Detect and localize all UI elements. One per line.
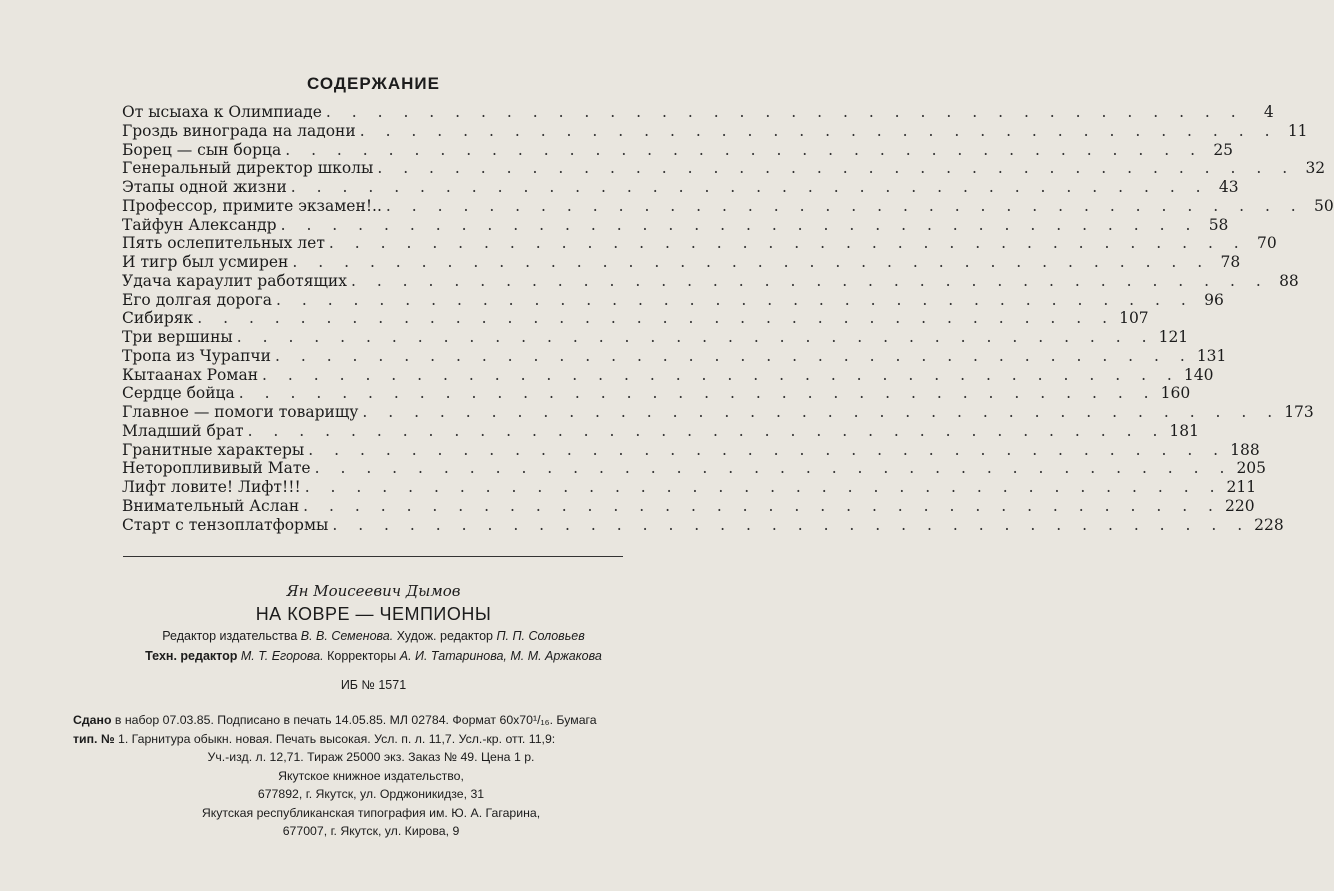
correctors-names: А. И. Татаринова, М. М. Аржакова [399, 649, 602, 663]
toc-entry-title: Тайфун Александр [122, 215, 277, 234]
toc-entry-page: 88 [1279, 271, 1299, 290]
dot-leader: . . . . . . . . . . . . . . . . . . . . . . . . . . . . . . . . . . . . [247, 421, 1166, 440]
toc-entry [122, 365, 1214, 385]
toc-entry [122, 234, 1277, 253]
dot-leader: . . . . . . . . . . . . . . . . . . . . . . . . . . . . . . . . . . . . [385, 196, 1304, 215]
toc-entry-page: 43 [1218, 178, 1239, 196]
toc-entry-page: 121 [1158, 328, 1189, 346]
book-title: НА КОВРЕ — ЧЕМПИОНЫ [255, 604, 492, 624]
toc-entry [122, 515, 1284, 535]
toc-entry-page: 188 [1230, 440, 1260, 459]
toc-entry-page: 25 [1213, 140, 1234, 159]
dot-leader: . . . . . . . . . . . . . . . . . . . . . . . . . . . . . . . . . . . . [308, 440, 1227, 459]
imprint-line-1 [73, 711, 669, 730]
toc-entry-page: 131 [1196, 346, 1227, 365]
tech-editors-line [0, 649, 747, 663]
author-name: Ян Моисеевич Дымов [286, 582, 461, 600]
dot-leader: . . . . . . . . . . . . . . . . . . . . . . . . . . . . . . . . . . . . [238, 384, 1157, 403]
toc-entry-title: Сердце бойца [122, 384, 235, 403]
toc-entry [122, 178, 1239, 197]
toc-entry [122, 309, 1149, 328]
dot-leader: . . . . . . . . . . . . . . . . . . . . . . . . . . . . . . . . . . . . [325, 103, 1244, 121]
toc-entry-title: Генеральный директор школы [122, 159, 374, 178]
toc-entry-title: Его долгая дорога [122, 290, 272, 309]
printer-address: 677007, г. Якутск, ул. Кирова, 9 [282, 824, 460, 838]
publisher-name: Якутское книжное издательство, [278, 768, 464, 783]
toc-entry-page: 4 [1263, 103, 1274, 121]
toc-entry-title: Гроздь винограда на ладони [122, 121, 356, 140]
table-of-contents [122, 103, 1334, 534]
toc-entry-page: 50 [1314, 196, 1334, 215]
dot-leader: . . . . . . . . . . . . . . . . . . . . . . . . . . . . . . . . . . . . [304, 478, 1223, 496]
dot-leader: . . . . . . . . . . . . . . . . . . . . . . . . . . . . . . . . . . . . [362, 403, 1281, 421]
imprint-label-2: тип. № [73, 731, 115, 746]
printer-name: Якутская республиканская типография им. Ю. А. Гагарина, [201, 805, 541, 820]
toc-entry-title: Пять ослепительных лет [122, 234, 325, 253]
toc-entry-title: Нетороплививый Мате [122, 459, 311, 478]
toc-entry-page: 32 [1305, 159, 1326, 178]
publisher-address: 677892, г. Якутск, ул. Орджоникидзе, 31 [257, 787, 485, 801]
dot-leader: . . . . . . . . . . . . . . . . . . . . . . . . . . . . . . . . . . . . [350, 271, 1269, 290]
dot-leader: . . . . . . . . . . . . . . . . . . . . . . . . . . . . . . . . . . . . [280, 215, 1199, 234]
toc-entry [122, 121, 1308, 141]
toc-entry [122, 346, 1227, 366]
toc-entry [122, 478, 1257, 497]
imprint-block [73, 711, 669, 841]
toc-entry [122, 496, 1255, 516]
toc-entry-title: Внимательный Аслан [122, 496, 300, 515]
editors-line [0, 629, 747, 643]
toc-entry-title: Три вершины [122, 328, 233, 346]
toc-entry-page: 173 [1284, 403, 1314, 421]
dot-leader: . . . . . . . . . . . . . . . . . . . . . . . . . . . . . . . . . . . . [275, 290, 1194, 309]
toc-entry-page: 78 [1220, 253, 1241, 271]
toc-entry-page: 181 [1169, 421, 1199, 440]
dot-leader: . . . . . . . . . . . . . . . . . . . . . . . . . . . . . . . . . . . . [377, 159, 1296, 178]
toc-entry-page: 205 [1236, 459, 1267, 478]
toc-entry-page: 58 [1208, 215, 1229, 234]
dot-leader: . . . . . . . . . . . . . . . . . . . . . . . . . . . . . . . . . . . . [274, 346, 1193, 365]
tech-editor-label: Техн. редактор [145, 649, 238, 663]
correctors-label: Корректоры [327, 649, 397, 663]
toc-entry-title: Борец — сын борца [122, 140, 282, 159]
toc-entry-title: Старт с тензоплатформы [122, 515, 329, 534]
toc-entry-title: Младший брат [122, 421, 244, 440]
art-editor-name: П. П. Соловьев [496, 629, 585, 643]
toc-entry [122, 140, 1234, 160]
dot-leader: . . . . . . . . . . . . . . . . . . . . . . . . . . . . . . . . . . . . [290, 178, 1209, 196]
ib-number: ИБ № 1571 [340, 678, 407, 692]
toc-entry-title: От ысыаха к Олимпиаде [122, 103, 322, 121]
toc-entry [122, 440, 1260, 460]
imprint-line-2 [73, 730, 669, 749]
toc-entry [122, 384, 1191, 403]
toc-entry-title: Сибиряк [122, 309, 194, 328]
dot-leader: . . . . . . . . . . . . . . . . . . . . . . . . . . . . . . . . . . . . [292, 253, 1211, 271]
toc-entry-page: 160 [1160, 384, 1191, 403]
editor-label: Редактор издательства [162, 629, 298, 643]
imprint-text-2: 1. Гарнитура обыкн. новая. Печать высокая. Усл. п. л. 11,7. Усл.-кр. отт. 11,9: [117, 731, 556, 746]
toc-entry-title: И тигр был усмирен [122, 253, 289, 271]
toc-entry [122, 421, 1199, 441]
separator-rule [123, 556, 623, 557]
toc-entry [122, 253, 1241, 272]
dot-leader: . . . . . . . . . . . . . . . . . . . . . . . . . . . . . . . . . . . . [314, 459, 1233, 478]
toc-entry-page: 70 [1257, 234, 1277, 253]
dot-leader: . . . . . . . . . . . . . . . . . . . . . . . . . . . . . . . . . . . . [332, 515, 1251, 534]
toc-entry-page: 140 [1183, 365, 1214, 384]
toc-entry-page: 211 [1226, 478, 1257, 496]
toc-entry [122, 159, 1326, 178]
toc-entry-title: Кытаанах Роман [122, 365, 259, 384]
toc-entry [122, 196, 1334, 216]
toc-entry-page: 96 [1204, 290, 1224, 309]
tech-editor-name: М. Т. Егорова. [240, 649, 324, 663]
toc-entry-page: 11 [1287, 121, 1308, 140]
toc-entry-page: 107 [1119, 309, 1149, 328]
toc-entry [122, 403, 1314, 422]
imprint-label-1: Сдано [73, 713, 112, 727]
dot-leader: . . . . . . . . . . . . . . . . . . . . . . . . . . . . . . . . . . . . [262, 365, 1180, 384]
dot-leader: . . . . . . . . . . . . . . . . . . . . . . . . . . . . . . . . . . . . [197, 309, 1116, 328]
editor-name: В. В. Семенова. [300, 629, 394, 643]
toc-entry-title: Профессор, примите экзамен!.. [122, 196, 382, 215]
toc-entry [122, 271, 1299, 291]
toc-entry [122, 328, 1189, 347]
imprint-line-3: Уч.-изд. л. 12,71. Тираж 25000 экз. Заказ № 49. Цена 1 р. [207, 750, 535, 764]
toc-entry [122, 103, 1274, 122]
imprint-text-1: в набор 07.03.85. Подписано в печать 14.05.85. МЛ 02784. Формат 60x70¹/₁₆. Бумага [114, 713, 597, 727]
dot-leader: . . . . . . . . . . . . . . . . . . . . . . . . . . . . . . . . . . . . [236, 328, 1155, 346]
toc-entry-title: Гранитные характеры [122, 440, 305, 459]
contents-title: СОДЕРЖАНИЕ [307, 74, 440, 93]
toc-entry [122, 290, 1224, 310]
toc-entry [122, 215, 1229, 235]
dot-leader: . . . . . . . . . . . . . . . . . . . . . . . . . . . . . . . . . . . . [359, 121, 1278, 140]
toc-entry-title: Удача караулит работящих [122, 271, 347, 290]
toc-entry-title: Тропа из Чурапчи [122, 346, 271, 365]
toc-entry-title: Лифт ловите! Лифт!!! [122, 478, 301, 496]
toc-entry-page: 228 [1254, 515, 1284, 534]
dot-leader: . . . . . . . . . . . . . . . . . . . . . . . . . . . . . . . . . . . . [328, 234, 1247, 253]
toc-entry-title: Этапы одной жизни [122, 178, 287, 196]
dot-leader: . . . . . . . . . . . . . . . . . . . . . . . . . . . . . . . . . . . . [285, 140, 1204, 159]
toc-entry-title: Главное — помоги товарищу [122, 403, 359, 421]
toc-entry [122, 459, 1267, 478]
art-editor-label: Худож. редактор [396, 629, 493, 643]
dot-leader: . . . . . . . . . . . . . . . . . . . . . . . . . . . . . . . . . . . . [303, 496, 1221, 515]
toc-entry-page: 220 [1224, 496, 1255, 515]
